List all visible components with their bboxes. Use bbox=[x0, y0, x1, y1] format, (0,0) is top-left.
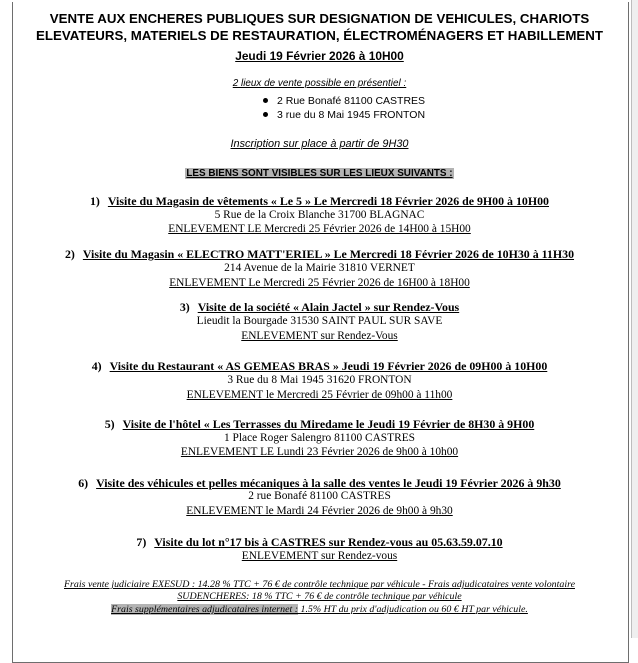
fees-line-2: SUDENCHERES: 18 % TTC + 76 € de contrôle technique par véhicule bbox=[177, 591, 462, 602]
item-4-address: 3 Rue du 8 Mai 1945 31620 FRONTON bbox=[227, 374, 412, 386]
visible-heading: LES BIENS SONT VISIBLES SUR LES LIEUX SUIVANTS : bbox=[186, 168, 453, 179]
item-6-heading: 6) Visite des véhicules et pelles mécaniques à la salle des ventes le Jeudi 19 Février 2026 à 9h30 bbox=[78, 476, 561, 490]
item-6-address: 2 rue Bonafé 81100 CASTRES bbox=[248, 490, 391, 502]
item-7-removal: ENLEVEMENT sur Rendez-vous bbox=[241, 550, 398, 562]
location-item: 3 rue du 8 Mai 1945 FRONTON bbox=[263, 109, 425, 121]
item-5-address: 1 Place Roger Salengro 81100 CASTRES bbox=[224, 432, 415, 444]
bullet-icon bbox=[263, 98, 268, 103]
item-1-heading: 1) Visite du Magasin de vêtements « Le 5 » Le Mercredi 18 Février 2026 de 9H00 à 10H00 bbox=[89, 194, 549, 208]
item-3-removal: ENLEVEMENT sur Rendez-Vous bbox=[241, 330, 398, 342]
title-line-1: VENTE AUX ENCHERES PUBLIQUES SUR DESIGNATION DE VEHICULES, CHARIOTS bbox=[49, 11, 590, 26]
sale-date: Jeudi 19 Février 2026 à 10H00 bbox=[235, 49, 404, 63]
item-4-heading: 4) Visite du Restaurant « AS GEMEAS BRAS » Jeudi 19 Février 2026 de 09H00 à 10H00 bbox=[91, 359, 548, 373]
location-item: 2 Rue Bonafé 81100 CASTRES bbox=[263, 95, 425, 107]
item-1-removal: ENLEVEMENT LE Mercredi 25 Février 2026 de 14H00 à 15H00 bbox=[168, 223, 471, 235]
fees-line-1: Frais vente judiciaire EXESUD : 14.28 % TTC + 76 € de contrôle technique par véhicule - Frais adjudicataires vente volontaire bbox=[64, 579, 575, 590]
item-3-heading: 3) Visite de la société « Alain Jactel » sur Rendez-Vous bbox=[179, 300, 460, 314]
bullet-icon bbox=[263, 112, 268, 117]
item-4-removal: ENLEVEMENT le Mercredi 25 Février de 09h00 à 11h00 bbox=[186, 389, 453, 401]
locations-intro: 2 lieux de vente possible en présentiel : bbox=[232, 78, 407, 89]
item-2-address: 214 Avenue de la Mairie 31810 VERNET bbox=[224, 262, 415, 274]
item-2-removal: ENLEVEMENT Le Mercredi 25 Février 2026 de 16H00 à 18H00 bbox=[169, 277, 470, 289]
inscription-note: Inscription sur place à partir de 9H30 bbox=[230, 138, 409, 150]
item-5-removal: ENLEVEMENT LE Lundi 23 Février 2026 de 9h00 à 10h00 bbox=[180, 446, 459, 458]
item-6-removal: ENLEVEMENT le Mardi 24 Février 2026 de 9h00 à 9h30 bbox=[186, 505, 453, 517]
item-1-address: 5 Rue de la Croix Blanche 31700 BLAGNAC bbox=[214, 209, 425, 221]
title-line-2: ELEVATEURS, MATERIELS DE RESTAURATION, ÉLECTROMÉNAGERS ET HABILLEMENT bbox=[36, 28, 603, 43]
item-7-heading: 7) Visite du lot n°17 bis à CASTRES sur Rendez-vous au 05.63.59.07.10 bbox=[136, 535, 503, 549]
item-2-heading: 2) Visite du Magasin « ELECTRO MATT'ERIEL » Le Mercredi 18 Février 2026 de 10H30 à 11H30 bbox=[64, 247, 575, 261]
fees-line-3: Frais supplémentaires adjudicataires internet : 1.5% HT du prix d'adjudication ou 60 € HT par véhicule. bbox=[111, 604, 528, 615]
item-5-heading: 5) Visite de l'hôtel « Les Terrasses du Miredame le Jeudi 19 Février de 8H30 à 9H00 bbox=[104, 417, 535, 431]
item-3-address: Lieudit la Bourgade 31530 SAINT PAUL SUR SAVE bbox=[196, 315, 443, 327]
scrollbar-track[interactable] bbox=[631, 0, 638, 638]
